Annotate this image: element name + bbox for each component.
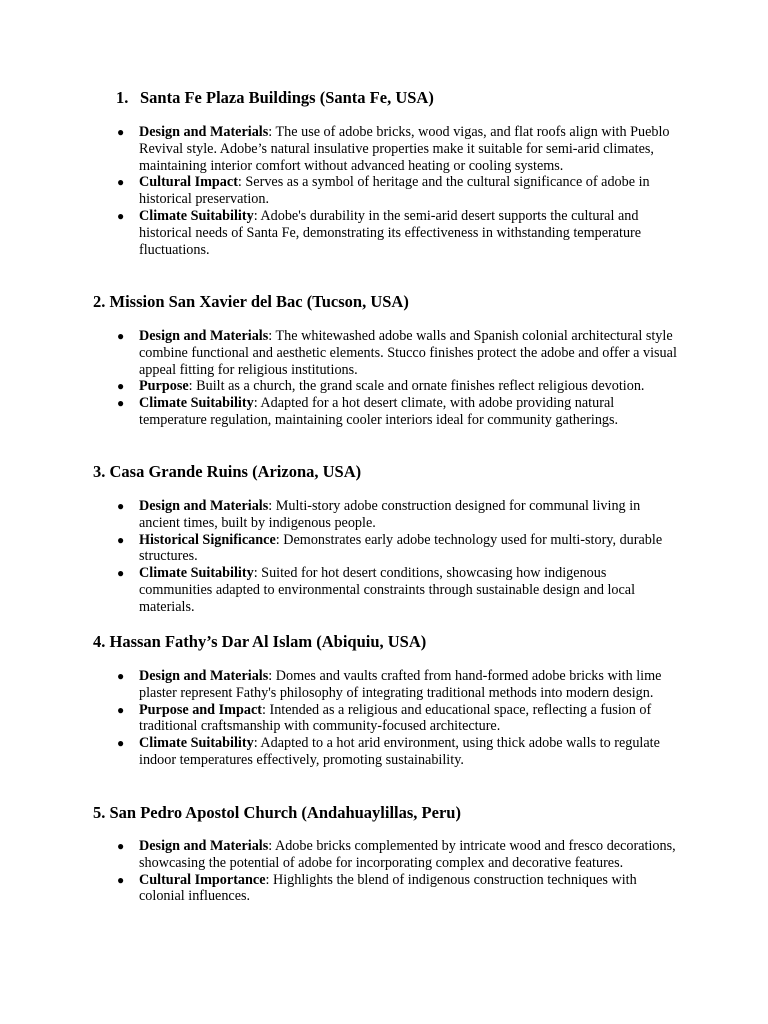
list-item bbox=[117, 498, 679, 532]
list-item bbox=[117, 207, 679, 258]
bullet-icon: ● bbox=[117, 396, 125, 411]
bullet-icon: ● bbox=[117, 329, 125, 343]
bullet-icon: ● bbox=[117, 736, 125, 751]
item-term: Climate Suitability bbox=[139, 395, 254, 412]
item-text: : Highlights the blend of indigenous construction techniques with colonial influences. bbox=[139, 871, 637, 905]
list-item bbox=[117, 838, 679, 872]
section-heading bbox=[93, 462, 361, 482]
item-term: Purpose and Impact bbox=[139, 701, 262, 718]
section-title: Mission San Xavier del Bac (Tucson, USA) bbox=[109, 292, 409, 311]
list-item bbox=[117, 701, 679, 736]
item-term: Design and Materials bbox=[139, 328, 269, 344]
bullet-list bbox=[117, 328, 679, 429]
list-item bbox=[117, 328, 679, 378]
item-term: Design and Materials bbox=[139, 124, 269, 140]
item-text: : Built as a church, the grand scale and ornate finishes reflect religious devotion. bbox=[188, 378, 645, 395]
list-item bbox=[117, 531, 679, 566]
item-term: Cultural Importance bbox=[139, 871, 266, 888]
section-number: 5. bbox=[93, 803, 106, 822]
item-text: : Adobe's durability in the semi-arid desert supports the cultural and historical needs of Santa Fe, demonstrating its effectiveness in withstanding temperature fluctuations. bbox=[139, 207, 642, 258]
list-item bbox=[117, 735, 679, 769]
item-text: : Domes and vaults crafted from hand-formed adobe bricks with lime plaster represent Fathy's philosophy of integrating traditional methods into modern design. bbox=[139, 668, 662, 701]
item-term: Design and Materials bbox=[139, 668, 269, 684]
bullet-icon: ● bbox=[117, 839, 125, 853]
item-text: : Multi-story adobe construction designed for communal living in ancient times, built by indigenous people. bbox=[139, 498, 641, 531]
bullet-list bbox=[117, 668, 679, 769]
item-text: : Serves as a symbol of heritage and the cultural significance of adobe in historical preservation. bbox=[139, 174, 650, 208]
bullet-list bbox=[117, 498, 679, 616]
section-heading bbox=[116, 88, 434, 108]
item-text: : The whitewashed adobe walls and Spanish colonial architectural style combine functional and aesthetic elements. Stucco finishes protect the adobe and offer a visual appeal fitting for religious institutions. bbox=[139, 328, 677, 378]
section-number: 3. bbox=[93, 462, 106, 481]
bullet-icon: ● bbox=[117, 175, 125, 190]
section-title: Santa Fe Plaza Buildings (Santa Fe, USA) bbox=[140, 88, 434, 107]
item-term: Design and Materials bbox=[139, 838, 269, 854]
item-term: Purpose bbox=[139, 378, 189, 395]
bullet-icon: ● bbox=[117, 379, 125, 394]
bullet-list bbox=[117, 838, 679, 905]
item-text: : The use of adobe bricks, wood vigas, and flat roofs align with Pueblo Revival style. Adobe’s natural insulative properties make it suitable for semi-arid climates, maintaining interior comfort without advanced heating or cooling systems. bbox=[139, 124, 670, 174]
item-text: : Suited for hot desert conditions, showcasing how indigenous communities adapted to environmental constraints through sustainable design and local materials. bbox=[139, 565, 636, 615]
item-text: : Demonstrates early adobe technology used for multi-story, durable structures. bbox=[139, 531, 663, 565]
item-text: : Adobe bricks complemented by intricate wood and fresco decorations, showcasing the potential of adobe for incorporating complex and decorative features. bbox=[139, 838, 676, 871]
bullet-icon: ● bbox=[117, 499, 125, 513]
section-heading bbox=[93, 632, 426, 652]
item-text: : Adapted for a hot desert climate, with adobe providing natural temperature regulation, maintaining cooler interiors ideal for community gatherings. bbox=[139, 395, 619, 428]
list-item bbox=[117, 124, 679, 174]
list-item bbox=[117, 378, 679, 395]
bullet-icon: ● bbox=[117, 702, 125, 717]
item-text: : Intended as a religious and educational space, reflecting a fusion of traditional craftsmanship with community-focused architecture. bbox=[139, 701, 652, 735]
list-item bbox=[117, 871, 679, 906]
list-item bbox=[117, 565, 679, 615]
section-number: 2. bbox=[93, 292, 106, 311]
section-title: Casa Grande Ruins (Arizona, USA) bbox=[109, 462, 362, 481]
list-item bbox=[117, 668, 679, 702]
list-item bbox=[117, 174, 679, 208]
bullet-icon: ● bbox=[117, 669, 125, 683]
item-term: Design and Materials bbox=[139, 498, 269, 514]
section-title: San Pedro Apostol Church (Andahuaylillas, Peru) bbox=[109, 803, 461, 822]
item-term: Climate Suitability bbox=[139, 207, 254, 224]
section-heading bbox=[93, 803, 461, 823]
item-term: Climate Suitability bbox=[139, 565, 254, 582]
bullet-icon: ● bbox=[117, 208, 125, 223]
section-number: 4. bbox=[93, 632, 106, 651]
section-heading bbox=[93, 292, 409, 312]
bullet-list bbox=[117, 124, 679, 258]
bullet-icon: ● bbox=[117, 872, 125, 887]
item-text: : Adapted to a hot arid environment, using thick adobe walls to regulate indoor temperatures effectively, promoting sustainability. bbox=[139, 735, 660, 768]
section-number: 1. bbox=[116, 88, 129, 107]
list-item bbox=[117, 395, 679, 429]
item-term: Cultural Impact bbox=[139, 174, 238, 191]
section-title: Hassan Fathy’s Dar Al Islam (Abiquiu, USA) bbox=[109, 632, 427, 651]
bullet-icon: ● bbox=[117, 532, 125, 547]
bullet-icon: ● bbox=[117, 125, 125, 139]
item-term: Climate Suitability bbox=[139, 735, 254, 752]
bullet-icon: ● bbox=[117, 566, 125, 581]
item-term: Historical Significance bbox=[139, 531, 276, 548]
